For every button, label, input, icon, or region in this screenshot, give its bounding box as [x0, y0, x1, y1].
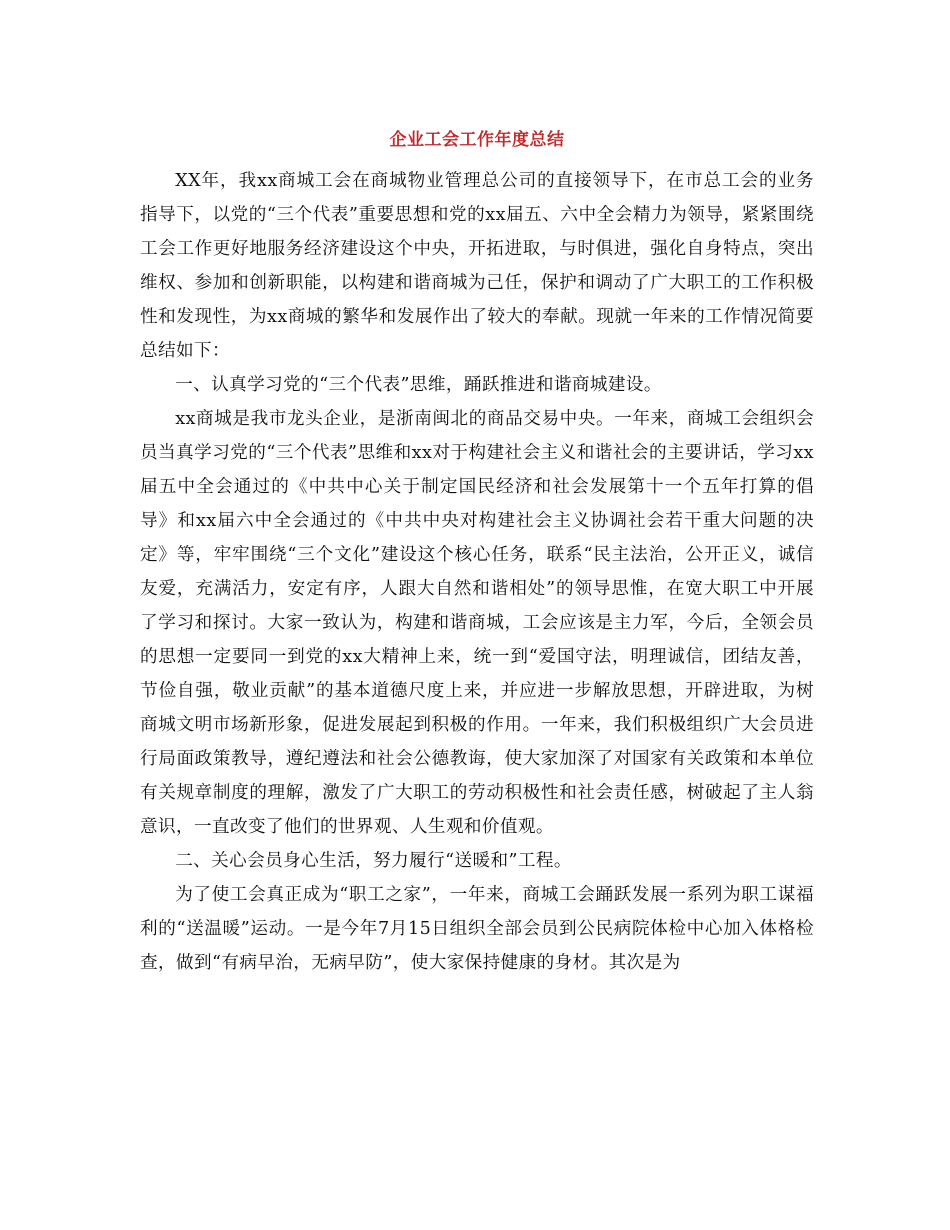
document-title: 企业工会工作年度总结	[389, 130, 565, 150]
paragraph-section-2: 为了使工会真正成为“职工之家”，一年来，商城工会踊跃发展一系列为职工谋福利的“送温暖”运动。一是今年7月15日组织全部会员到公民病院体检中心加入体格检查，做到“有病早治，无病早防”，使大家保持健康的身材。其次是为	[140, 885, 814, 973]
paragraph-section-1: xx商城是我市龙头企业，是浙南闽北的商品交易中央。一年来，商城工会组织会员当真学习党的“三个代表”思维和xx对于构建社会主义和谐社会的主要讲话，学习xx届五中全会通过的《中共中心关于制定国民经济和社会发展第十一个五年打算的倡导》和xx届六中全会通过的《中共中央对构建社会主义协调社会若干重大问题的决定》等，牢牢围绕“三个文化”建设这个核心任务，联系“民主法治，公开正义，诚信友爱，充满活力，安定有序，人跟大自然和谐相处”的领导思惟，在宽大职工中开展了学习和探讨。大家一致认为，构建和谐商城，工会应该是主力军，今后，全领会员的思想一定要同一到党的xx大精神上来，统一到“爱国守法，明理诚信，团结友善，节俭自强，敬业贡献”的基本道德尺度上来，并应进一步解放思想，开辟进取，为树商城文明市场新形象，促进发展起到积极的作用。一年来，我们积极组织广大会员进行局面政策教导，遵纪遵法和社会公德教诲，使大家加深了对国家有关政策和本单位有关规章制度的理解，激发了广大职工的劳动积极性和社会责任感，树破起了主人翁意识，一直改变了他们的世界观、人生观和价值观。	[140, 409, 814, 837]
section-heading-2: 二、关心会员身心生活，努力履行“送暖和”工程。	[175, 851, 572, 871]
document-body	[140, 164, 814, 980]
section-heading-1: 一、认真学习党的“三个代表”思维，踊跃推进和谐商城建设。	[175, 375, 662, 395]
paragraph-intro: XX年，我xx商城工会在商城物业管理总公司的直接领导下，在市总工会的业务指导下，以党的“三个代表”重要思想和党的xx届五、六中全会精力为领导，紧紧围绕工会工作更好地服务经济建设这个中央，开拓进取，与时俱进，强化自身特点，突出维权、参加和创新职能，以构建和谐商城为己任，保护和调动了广大职工的工作积极性和发现性，为xx商城的繁华和发展作出了较大的奉献。现就一年来的工作情况简要总结如下：	[140, 171, 814, 361]
